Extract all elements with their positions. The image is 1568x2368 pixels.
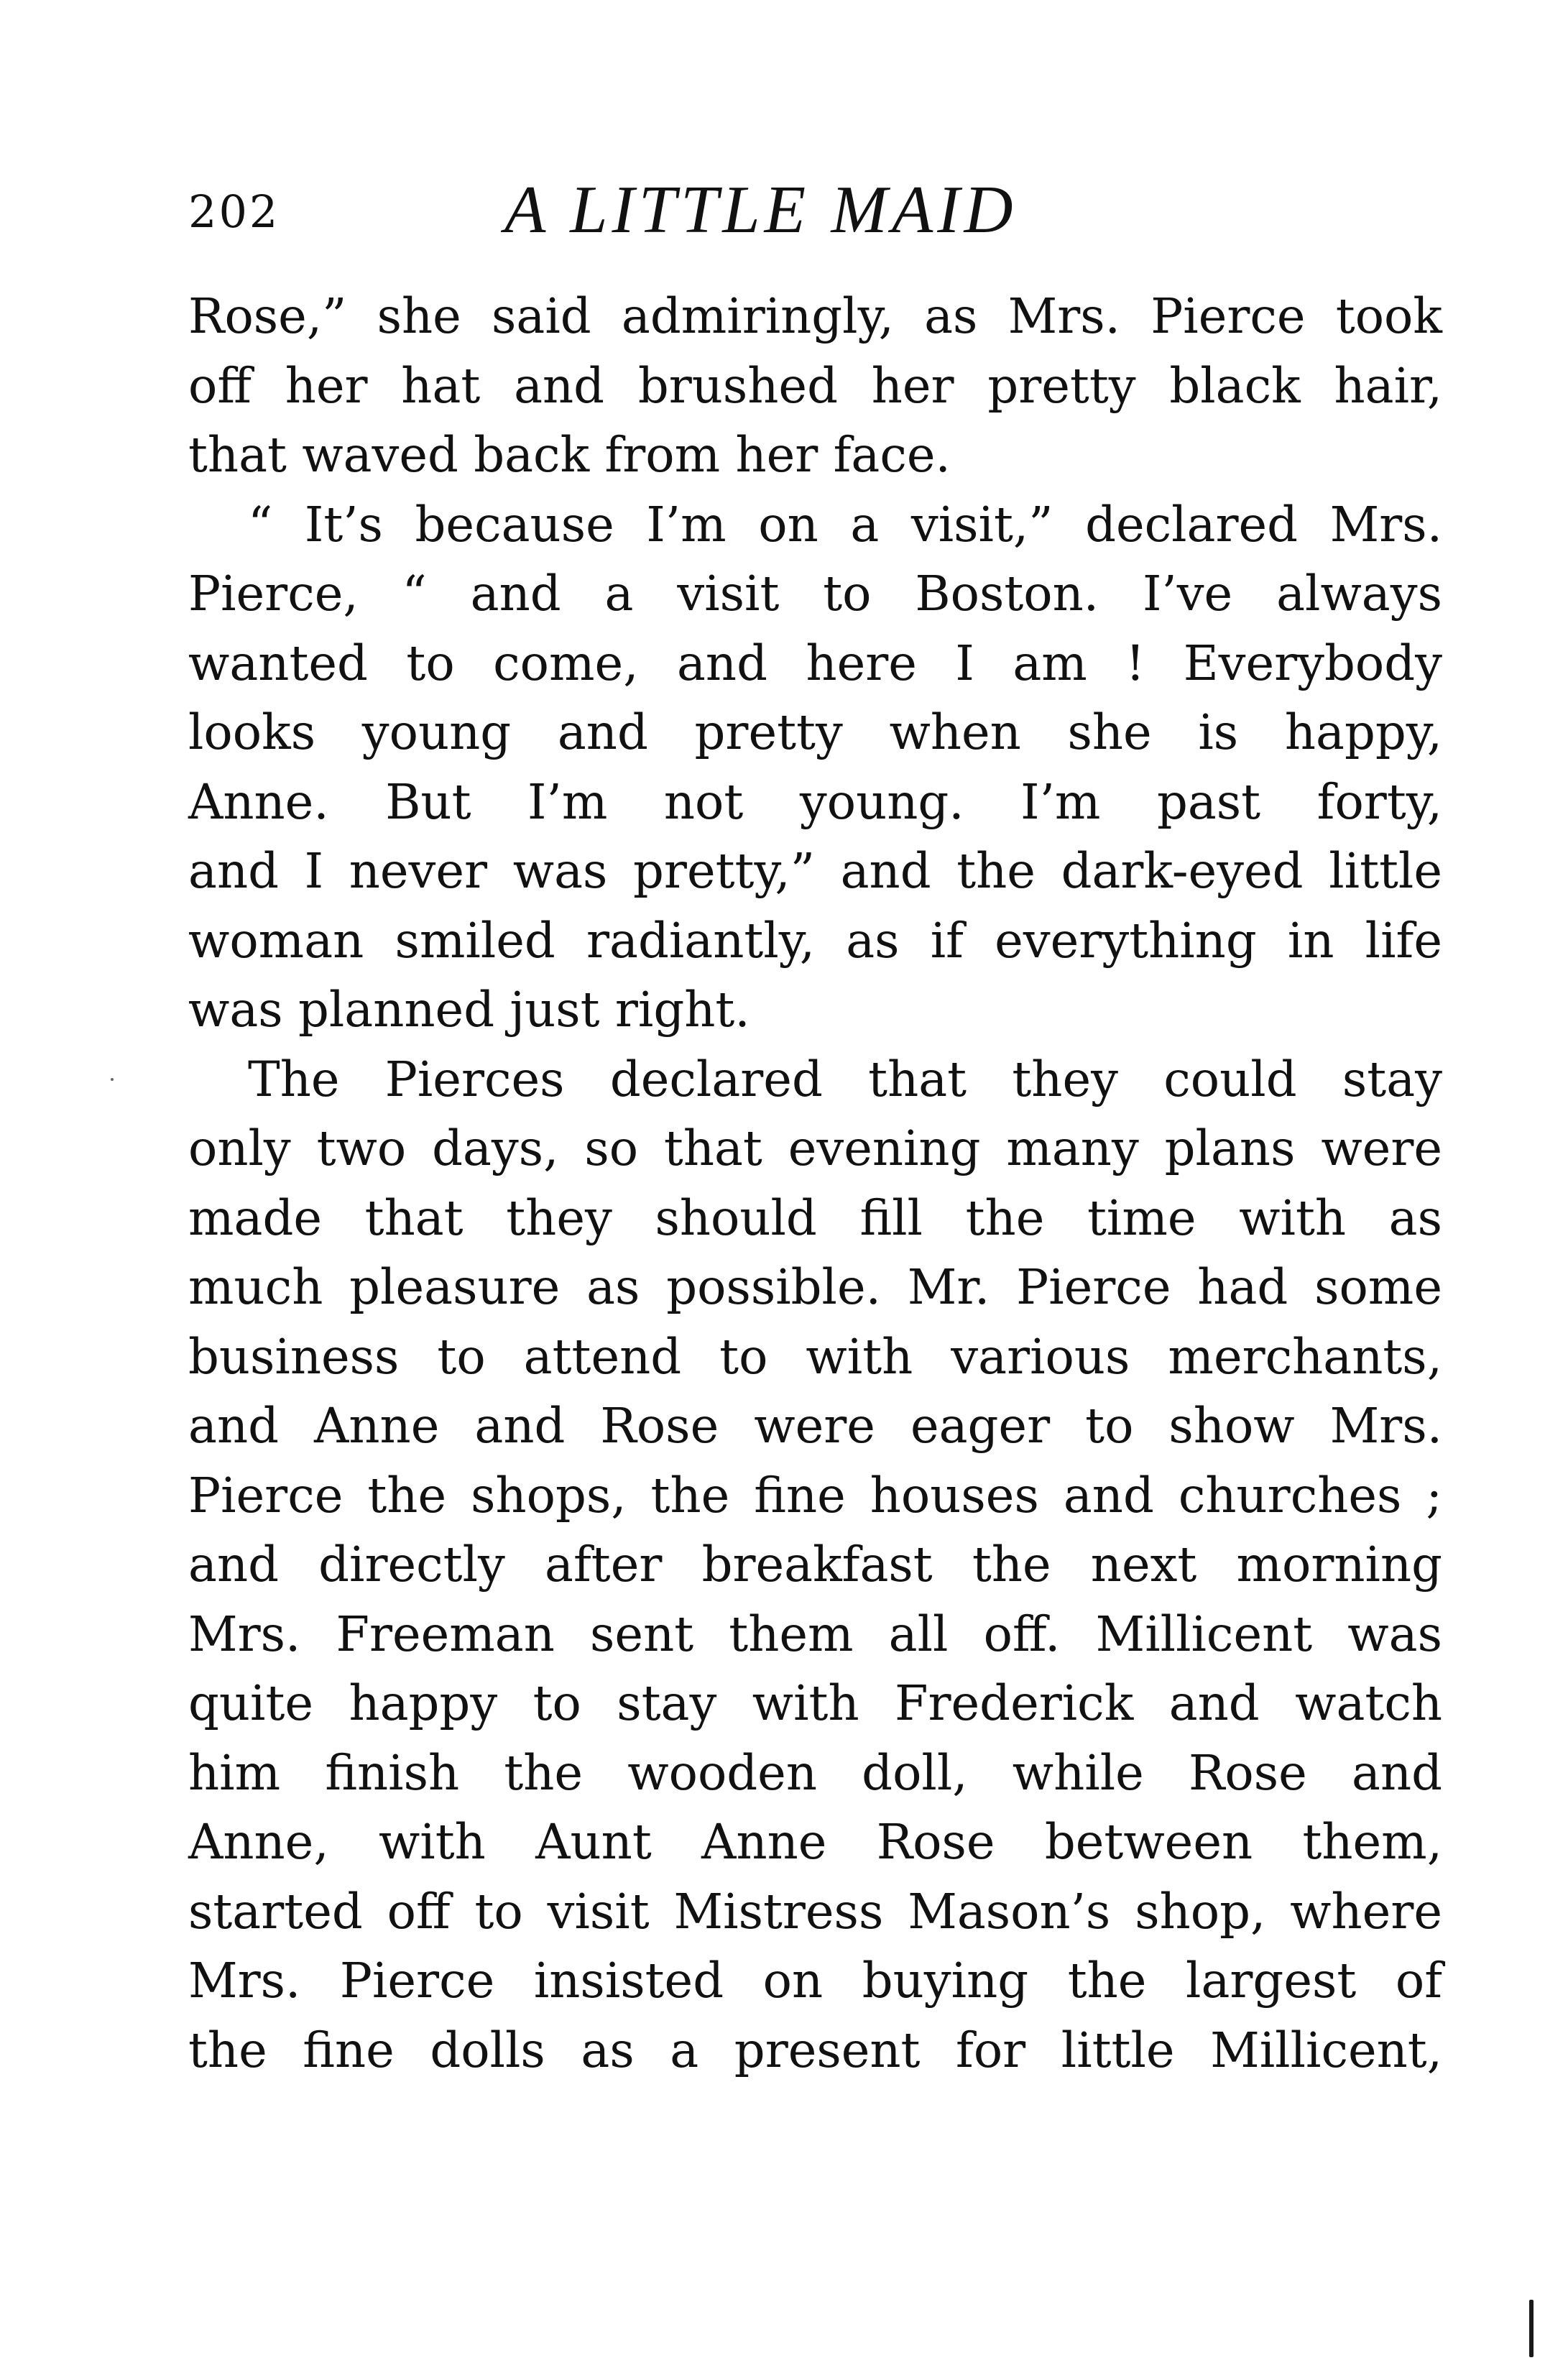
body-text [188,282,1442,2085]
scan-speck [111,1078,114,1081]
text-line: Mrs. Pierce insisted on buying the largest of [188,1953,1442,2009]
text-line: only two days, so that evening many plans were [188,1120,1442,1176]
text-line: that waved back from her face. [188,427,951,483]
text-line: Rose,” she said admiringly, as Mrs. Pierce took [188,288,1442,344]
text-line: Pierce, “ and a visit to Boston. I’ve always [188,566,1442,622]
text-line: business to attend to with various merchants, [188,1328,1442,1385]
text-line: off her hat and brushed her pretty black hair, [188,357,1442,414]
running-head [188,171,1446,264]
text-line: and I never was pretty,” and the dark-eyed little [188,843,1442,899]
book-title: A LITTLE MAID [504,172,1018,247]
scan-mark [1529,2300,1534,2357]
text-line: and directly after breakfast the next morning [188,1537,1442,1593]
text-line: Pierce the shops, the fine houses and churches ; [188,1467,1442,1524]
text-line: and Anne and Rose were eager to show Mrs. [188,1398,1442,1454]
text-line: much pleasure as possible. Mr. Pierce had some [188,1259,1442,1315]
text-line: Mrs. Freeman sent them all off. Millicent was [188,1605,1442,1662]
text-line: started off to visit Mistress Mason’s shop, where [188,1883,1442,1940]
text-line: Anne. But I’m not young. I’m past forty, [188,773,1442,830]
text-line: was planned just right. [188,982,750,1038]
page-number: 202 [188,185,280,238]
text-line: wanted to come, and here I am ! Everybody [188,635,1442,691]
text-line: looks young and pretty when she is happy, [188,704,1442,760]
text-line: The Pierces declared that they could stay [248,1051,1442,1107]
text-line: the fine dolls as a present for little Millicent, [188,2022,1442,2078]
text-line: quite happy to stay with Frederick and watch [188,1675,1442,1731]
text-line: “ It’s because I’m on a visit,” declared Mrs. [248,496,1442,553]
text-line: woman smiled radiantly, as if everything in life [188,912,1442,969]
text-line: Anne, with Aunt Anne Rose between them, [188,1814,1442,1870]
text-line: him finish the wooden doll, while Rose and [188,1744,1442,1801]
text-line: made that they should fill the time with as [188,1189,1442,1246]
